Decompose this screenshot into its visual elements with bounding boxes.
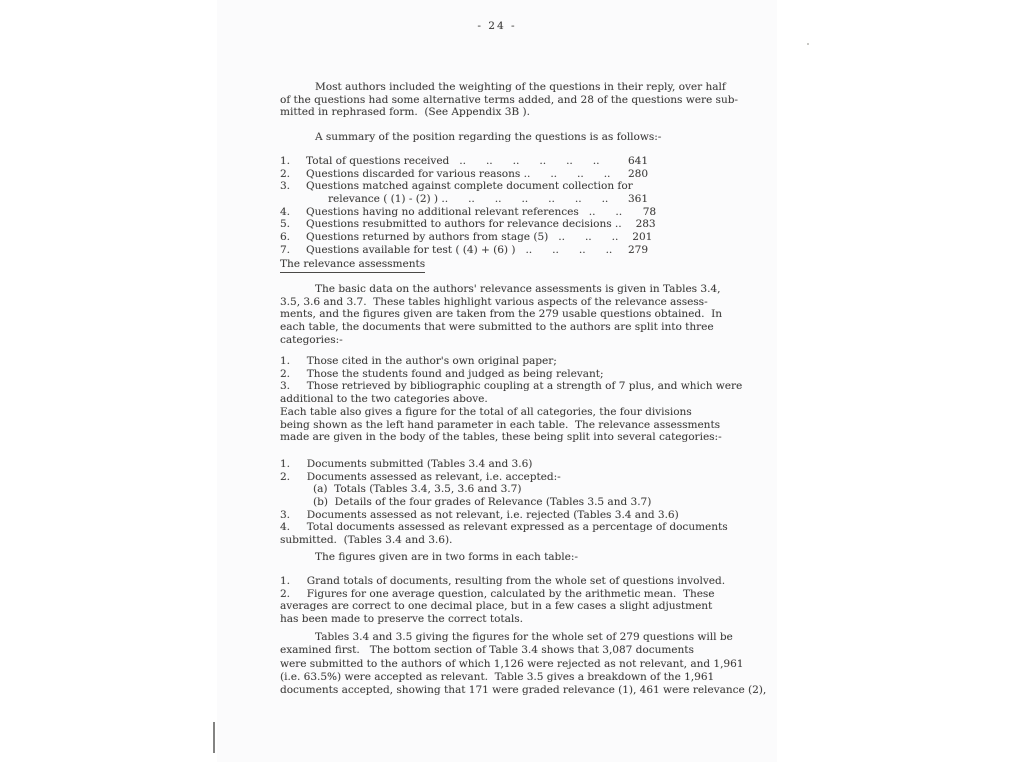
list-item: 4. Total documents assessed as relevant expressed as a percentage of documents [280, 521, 728, 534]
paragraph-line: being shown as the left hand parameter in each table. The relevance assessments [280, 418, 721, 431]
paragraph-line: Each table also gives a figure for the total of all categories, the four divisions [280, 406, 692, 418]
summary-row [280, 231, 653, 244]
summary-item-number: 1. [280, 155, 291, 167]
list-item: 1. Documents submitted (Tables 3.4 and 3.6) [280, 458, 533, 470]
summary-item-value: 279 [627, 243, 648, 256]
paragraph-line: made are given in the body of the tables, these being split into several categories:- [280, 431, 722, 444]
summary-item-value: 283 [635, 218, 656, 231]
summary-item-number: 2. [280, 167, 291, 180]
paragraph-line: Most authors included the weighting of the questions in their reply, over half [315, 81, 726, 93]
summary-item-text: Questions returned by authors from stage (5) .. .. .. [306, 231, 619, 244]
paragraph-line: of the questions had some alternative terms added, and 28 of the questions were sub- [280, 93, 738, 106]
summary-item-number: 5. [280, 218, 291, 231]
closing-paragraph [280, 631, 767, 697]
summary-row [280, 218, 656, 231]
summary-row [280, 205, 657, 219]
summary-item-number [280, 193, 306, 206]
summary-item-text: Total of questions received .. .. .. .. .. .. [306, 155, 600, 167]
list-item: 2. Those the students found and judged as being relevant; [280, 367, 604, 380]
summary-item-value: 641 [627, 155, 648, 167]
list-item: additional to the two categories above. [280, 392, 488, 405]
summary-item-text: Questions resubmitted to authors for relevance decisions .. [306, 218, 622, 231]
table-paragraph [280, 406, 760, 444]
figures-lead-paragraph [280, 551, 760, 564]
summary-item-number: 7. [280, 243, 291, 256]
paragraph-line: mitted in rephrased form. (See Appendix 3B ). [280, 106, 530, 119]
list-item: 1. Grand totals of documents, resulting from the whole set of questions involved. [280, 575, 726, 587]
category-list [280, 355, 760, 406]
scan-artifact [213, 722, 215, 753]
summary-lead-paragraph [280, 131, 760, 144]
summary-row [280, 180, 648, 193]
paragraph-line: ments, and the figures given are taken from the 279 usable questions obtained. In [280, 308, 723, 321]
paragraph-line: Tables 3.4 and 3.5 giving the figures for the whole set of 279 questions will be [315, 631, 733, 643]
summary-list [280, 155, 657, 256]
paragraph-line: examined first. The bottom section of Table 3.4 shows that 3,087 documents [280, 644, 694, 657]
scan-speck [807, 43, 809, 45]
summary-item-text: Questions available for test ( (4) + (6) ) .. .. .. .. [306, 243, 613, 256]
page-number: - 24 - [477, 20, 517, 32]
paragraph-line: 3.5, 3.6 and 3.7. These tables highlight various aspects of the relevance assess- [280, 295, 708, 308]
list-subitem: (b) Details of the four grades of Relevance (Tables 3.5 and 3.7) [313, 495, 652, 508]
list-item: 3. Documents assessed as not relevant, i.e. rejected (Tables 3.4 and 3.6) [280, 508, 679, 521]
summary-row [280, 244, 648, 257]
paragraph-line: were submitted to the authors of which 1,126 were rejected as not relevant, and 1,961 [280, 657, 744, 670]
summary-item-value: 201 [632, 231, 653, 244]
paragraph-line: documents accepted, showing that 171 were graded relevance (1), 461 were relevance (2), [280, 684, 767, 697]
summary-item-number: 4. [280, 205, 291, 218]
forms-list [280, 575, 760, 626]
list-subitem: (a) Totals (Tables 3.4, 3.5, 3.6 and 3.7) [313, 483, 522, 496]
list-item: 3. Those retrieved by bibliographic coupling at a strength of 7 plus, and which were [280, 380, 743, 393]
list-item: 2. Figures for one average question, calculated by the arithmetic mean. These [280, 587, 715, 600]
section-heading-wrap [280, 258, 425, 273]
summary-item-value: 280 [627, 167, 648, 180]
list-item: 2. Documents assessed as relevant, i.e. accepted:- [280, 470, 561, 483]
paragraph-line: The basic data on the authors' relevance assessments is given in Tables 3.4, [315, 283, 721, 295]
summary-row [280, 168, 648, 181]
paragraph-line: (i.e. 63.5%) were accepted as relevant. Table 3.5 gives a breakdown of the 1,961 [280, 670, 715, 683]
assessments-paragraph [280, 283, 760, 346]
intro-paragraph [280, 81, 760, 119]
paragraph-line: categories:- [280, 333, 343, 346]
summary-row [280, 193, 648, 206]
paragraph-line: The figures given are in two forms in each table:- [315, 551, 578, 563]
section-heading: The relevance assessments [280, 259, 425, 273]
paragraph-line: each table, the documents that were submitted to the authors are split into three [280, 320, 714, 333]
summary-item-number: 6. [280, 231, 291, 244]
summary-item-text: Questions having no additional relevant references .. .. [306, 205, 623, 218]
scanned-page [217, 0, 777, 762]
summary-item-number: 3. [280, 180, 291, 193]
summary-item-text: relevance ( (1) - (2) ) .. .. .. .. .. .. .. [328, 193, 609, 206]
list-item: 1. Those cited in the author's own original paper; [280, 355, 557, 367]
split-categories-list [280, 458, 760, 546]
list-item: submitted. (Tables 3.4 and 3.6). [280, 533, 453, 546]
summary-item-value: 78 [642, 205, 657, 218]
summary-item-text: Questions matched against complete document collection for [306, 180, 633, 193]
list-item: averages are correct to one decimal place, but in a few cases a slight adjustment [280, 600, 713, 613]
list-item: has been made to preserve the correct totals. [280, 612, 523, 625]
paragraph-line: A summary of the position regarding the questions is as follows:- [315, 131, 662, 143]
summary-item-text: Questions discarded for various reasons .. .. .. .. [306, 167, 611, 180]
summary-item-value: 361 [627, 193, 648, 206]
summary-item-value [633, 180, 667, 193]
summary-row [280, 155, 648, 168]
